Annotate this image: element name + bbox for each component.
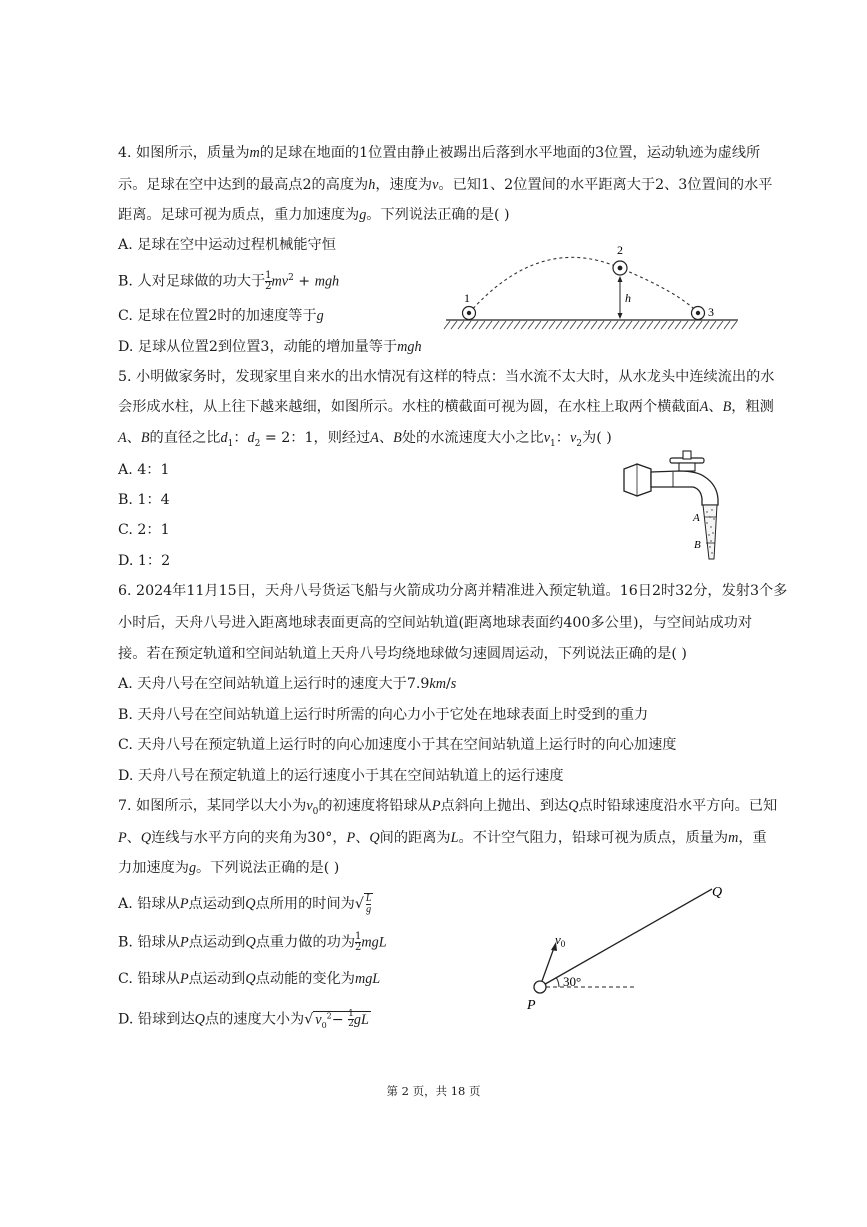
q6-option-d: D. 天舟八号在预定轨道上的运行速度小于其在空间站轨道上的运行速度 — [118, 768, 564, 784]
ball-1-icon — [463, 307, 476, 320]
label-a: A — [693, 512, 700, 524]
q5-option-b: B. 1：4 — [118, 492, 170, 508]
label-angle: 30° — [563, 974, 582, 989]
ball-3-icon — [692, 307, 705, 320]
label-h: h — [625, 291, 631, 305]
q7-stem-line-1: 7. 如图所示，某同学以大小为$v_0$的初速度将铅球从P点斜向上抛出、到达Q点时铅球速度沿水平方向。已知 — [118, 798, 778, 817]
q4-soccer-figure — [440, 238, 745, 333]
q7-stem-line-3: 力加速度为g。下列说法正确的是( ) — [118, 860, 340, 876]
q5-stem-line-2: 会形成水柱，从上往下越来越细，如图所示。水柱的横截面可视为圆，在水柱上取两个横截面A、B，粗测 — [118, 399, 774, 415]
q4-option-b: B. 人对足球做的功大于 $\frac{1}{2}$ $mv^2$ + mgh — [118, 270, 340, 293]
q6-stem-line-1: 6. 2024年11月15日，天舟八号货运飞船与火箭成功分离并精准进入预定轨道。16日2时32分，发射3个多 — [118, 583, 788, 599]
q7-option-b: B. 铅球从P点运动到Q点重力做的功为 $\frac{1}{2}$ mgL — [118, 931, 387, 953]
q5-option-d: D. 1：2 — [118, 553, 171, 569]
q5-stem-line-1: 5. 小明做家务时，发现家里自来水的出水情况有这样的特点：当水流不太大时，从水龙头中连续流出的水 — [118, 369, 775, 385]
q4-stem-line-2: 示。足球在空中达到的最高点2的高度为h，速度为v。已知1、2位置间的水平距离大于2、3位置间的水平 — [118, 177, 773, 193]
q6-option-a: A. 天舟八号在空间站轨道上运行时的速度大于7.9km/s — [118, 676, 457, 692]
page-footer: 第 2 页，共 18 页 — [386, 1084, 481, 1098]
q6-stem-line-2: 小时后，天舟八号进入距离地球表面更高的空间站轨道(距离地球表面约400多公里)，与空间站成功对 — [118, 615, 753, 631]
q7-option-d: D. 铅球到达Q点的速度大小为√ $v_0^2-$ $\frac{1}{2}$ gL — [118, 1009, 369, 1030]
q7-projectile-figure — [515, 875, 740, 1015]
label-p: P — [527, 998, 536, 1013]
q4-stem-line-3: 距离。足球可视为质点，重力加速度为g。下列说法正确的是( ) — [118, 207, 510, 223]
q5-option-c: C. 2：1 — [118, 522, 170, 538]
q4-stem-line-1: 4. 如图所示，质量为m的足球在地面的1位置由静止被踢出后落到水平地面的3位置，运动轨迹为虚线所 — [118, 145, 761, 161]
q4-option-c: C. 足球在位置2时的加速度等于g — [118, 308, 324, 324]
q7-option-c: C. 铅球从P点运动到Q点动能的变化为mgL — [118, 971, 381, 987]
q7-option-a: A. 铅球从P点运动到Q点所用的时间为√ $\frac{L}{g}$ — [118, 893, 372, 915]
label-b: B — [694, 539, 701, 551]
label-q: Q — [712, 885, 723, 900]
shot-ball-icon — [534, 981, 546, 993]
q5-option-a: A. 4：1 — [118, 462, 170, 478]
label-3: 3 — [708, 305, 714, 319]
q4-option-d: D. 足球从位置2到位置3，动能的增加量等于mgh — [118, 339, 422, 355]
q4-option-a: A. 足球在空中运动过程机械能守恒 — [118, 237, 336, 253]
q5-stem-line-3: A、B的直径之比$d_1$：$d_2 = 2$：1，则经过A、B处的水流速度大小之比$v_1$：$v_2$为( ) — [118, 430, 612, 449]
label-v0: $v_0$ — [555, 932, 566, 949]
q6-option-c: C. 天舟八号在预定轨道上运行时的向心加速度小于其在空间站轨道上运行时的向心加速度 — [118, 737, 677, 753]
label-2: 2 — [617, 243, 623, 257]
ball-2-icon — [613, 261, 627, 275]
label-1: 1 — [464, 291, 470, 305]
q7-stem-line-2: P、Q连线与水平方向的夹角为30°，P、Q间的距离为L。不计空气阻力，铅球可视为质点，质量为m，重 — [118, 830, 767, 846]
q6-stem-line-3: 接。若在预定轨道和空间站轨道上天舟八号均绕地球做匀速圆周运动，下列说法正确的是( ) — [118, 646, 687, 662]
q5-faucet-figure — [615, 447, 730, 565]
q6-option-b: B. 天舟八号在空间站轨道上运行时所需的向心力小于它处在地球表面上时受到的重力 — [118, 707, 649, 723]
